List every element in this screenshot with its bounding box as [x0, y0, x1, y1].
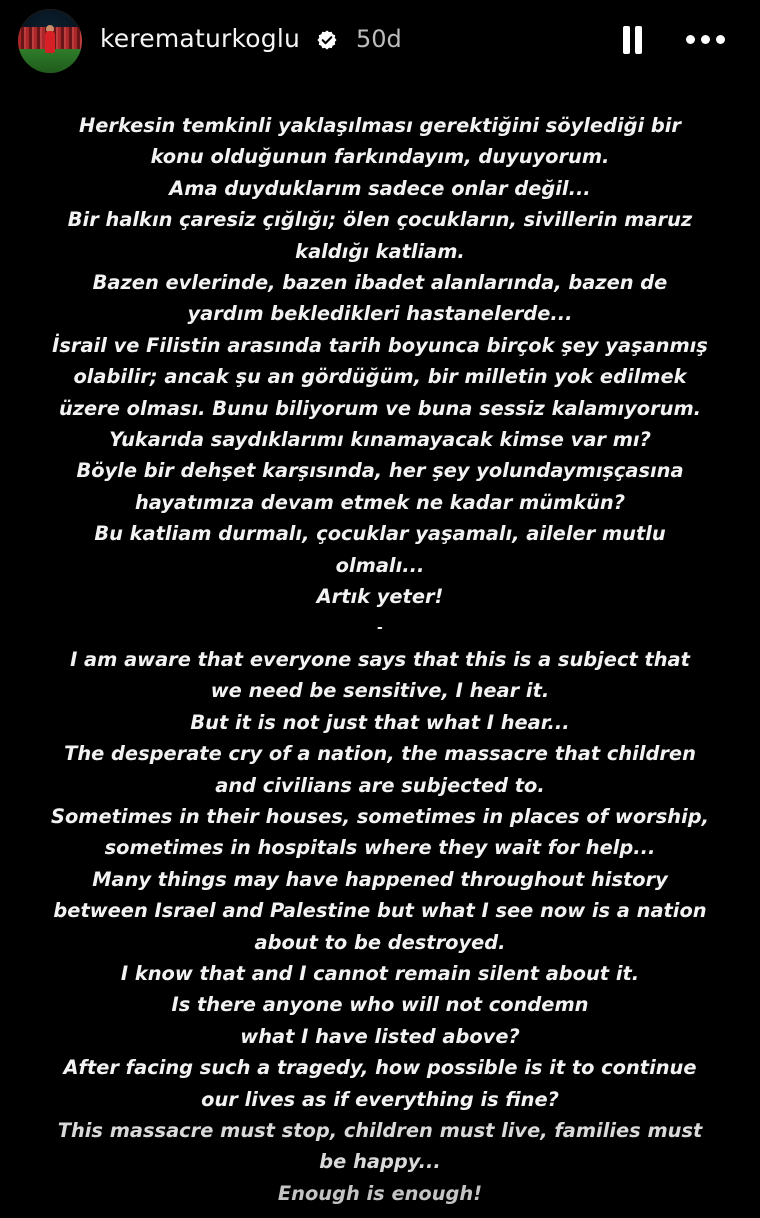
- more-dot-2: [701, 35, 710, 44]
- story-line: I know that and I cannot remain silent about it.: [120, 961, 640, 985]
- story-line: Herkesin temkinli yaklaşılması gerektiğini söylediği bir: [79, 114, 681, 137]
- story-line: and civilians are subjected to.: [215, 773, 545, 797]
- story-line: Yukarıda saydıklarımı kınamayacak kimse var mı?: [109, 428, 651, 452]
- pause-bar-right: [635, 26, 642, 54]
- username[interactable]: kerematurkoglu: [100, 24, 301, 53]
- story-line: olabilir; ancak şu an gördüğüm, bir milletin yok edilmek: [73, 365, 687, 389]
- story-line: üzere olması. Bunu biliyorum ve buna sessiz kalamıyorum.: [58, 396, 702, 420]
- story-line: Is there anyone who will not condemn: [171, 993, 589, 1017]
- more-dot-1: [686, 35, 695, 44]
- story-line: what I have listed above?: [240, 1024, 520, 1048]
- story-line: be happy...: [319, 1150, 441, 1174]
- story-text-overlay: [20, 110, 740, 1209]
- story-line: about to be destroyed.: [254, 930, 506, 954]
- story-line: This massacre must stop, children must live, families must: [57, 1119, 703, 1142]
- story-line: Sometimes in their houses, sometimes in places of worship,: [51, 804, 709, 828]
- story-line: The desperate cry of a nation, the massacre that children: [64, 742, 696, 766]
- story-line: Ama duyduklarım sadece onlar değil...: [169, 176, 591, 200]
- story-line: our lives as if everything is fine?: [201, 1087, 559, 1111]
- story-header: [0, 0, 760, 84]
- story-line: we need be sensitive, I hear it.: [210, 679, 550, 703]
- story-line: hayatımıza devam etmek ne kadar mümkün?: [135, 490, 625, 514]
- pause-bar-left: [623, 26, 630, 54]
- story-line: konu olduğunun farkındayım, duyuyorum.: [150, 145, 610, 169]
- pause-button[interactable]: [620, 26, 646, 56]
- story-line: Bir halkın çaresiz çığlığı; ölen çocukların, sivillerin maruz: [67, 208, 693, 232]
- verified-badge-icon: [316, 29, 338, 51]
- story-line: İsrail ve Filistin arasında tarih boyunca birçok şey yaşanmış: [52, 333, 708, 357]
- avatar[interactable]: [18, 9, 82, 73]
- story-line: Bu katliam durmalı, çocuklar yaşamalı, aileler mutlu: [94, 522, 666, 546]
- story-line: Enough is enough!: [277, 1181, 483, 1205]
- story-line: between Israel and Palestine but what I see now is a nation: [53, 899, 707, 923]
- story-line: yardım bekledikleri hastanelerde...: [187, 302, 573, 326]
- story-line: But it is not just that what I hear...: [190, 710, 570, 734]
- story-line: kaldığı katliam.: [295, 239, 465, 263]
- story-line: Artık yeter!: [316, 585, 444, 609]
- timestamp: 50d: [356, 25, 402, 53]
- story-line: Böyle bir dehşet karşısında, her şey yolundaymışçasına: [76, 459, 684, 483]
- more-options-button[interactable]: [684, 30, 728, 50]
- story-line: After facing such a tragedy, how possible is it to continue: [63, 1056, 697, 1080]
- story-line: sometimes in hospitals where they wait for help...: [104, 836, 656, 860]
- story-line: I am aware that everyone says that this is a subject that: [70, 647, 690, 671]
- avatar-player: [45, 31, 55, 53]
- story-line: Bazen evlerinde, bazen ibadet alanlarında, bazen de: [92, 271, 668, 295]
- story-line-separator: -: [377, 619, 383, 636]
- more-dot-3: [716, 35, 725, 44]
- story-line: olmalı...: [335, 553, 425, 577]
- story-line: Many things may have happened throughout history: [92, 867, 668, 891]
